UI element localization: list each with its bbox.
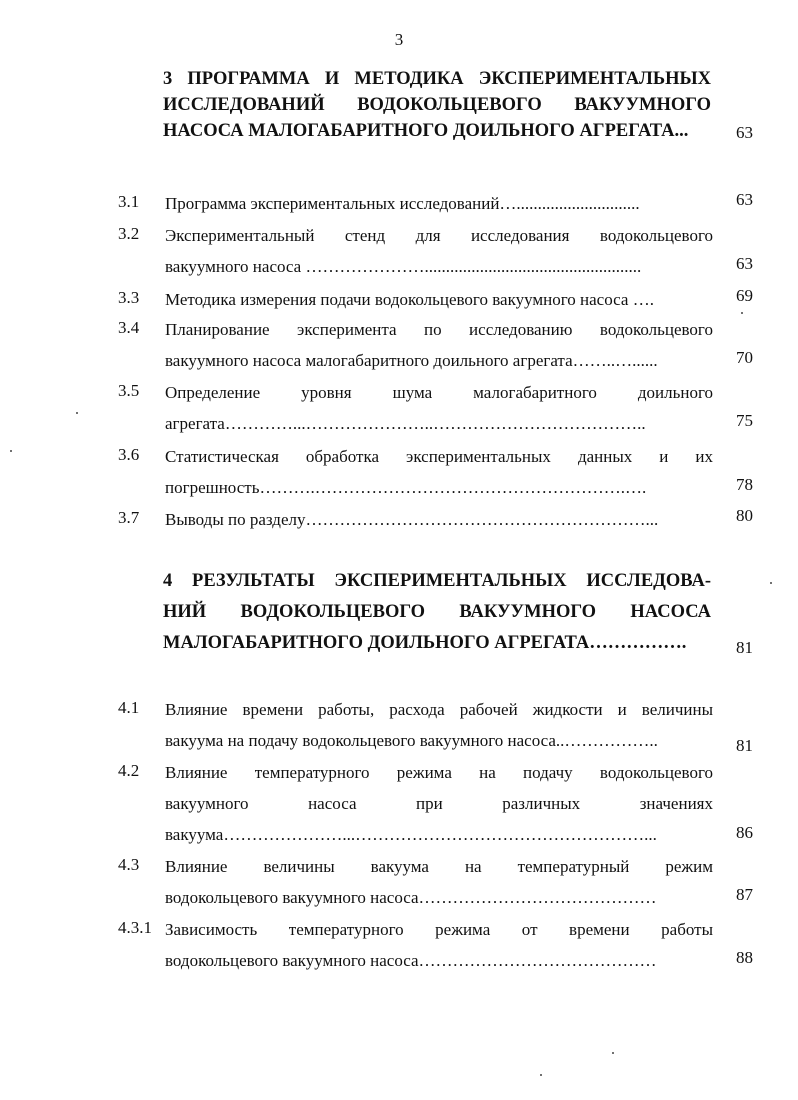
toc-entry-title-line-1: Экспериментальный стенд для исследования водокольцевого [165,226,713,245]
toc-entry-page: 81 [736,736,753,755]
toc-entry-title: Методика измерения подачи водокольцевого вакуумного насоса …. [165,290,654,309]
toc-entry-3-1 [118,188,753,219]
chapter-3-line-2: ИССЛЕДОВАНИЙ ВОДОКОЛЬЦЕВОГО ВАКУУМНОГО [163,95,711,115]
toc-entry-title-line-2: водокольцевого вакуумного насоса…………………………………… [165,888,657,907]
toc-entry-3-7 [118,504,753,535]
toc-entry-number: 4.1 [118,698,140,717]
toc-entry-title-line-1: Планирование эксперимента по исследованию водокольцевого [165,320,713,339]
toc-entry-number: 3.2 [118,224,140,243]
toc-entry-title-line-3: вакуума…………………...……………………………………………... [165,825,657,844]
toc-entry-3-4 [118,314,753,376]
toc-entry-page: 86 [736,823,753,842]
toc-entry-page: 63 [736,254,753,273]
scan-speck [612,1052,614,1054]
toc-entry-title-line-2: погрешность……….……………………………………………….…. [165,478,647,497]
toc-entry-title-line-1: Зависимость температурного режима от времени работы [165,920,713,939]
scan-speck [10,450,12,452]
toc-entry-title-line-2: вакуумного насоса при различных значениях [165,794,713,813]
toc-entry-title-line-2: водокольцевого вакуумного насоса…………………………………… [165,951,657,970]
toc-entry-title-line-1: Статистическая обработка экспериментальных данных и их [165,447,713,466]
chapter-4-line-3: МАЛОГАБАРИТНОГО ДОИЛЬНОГО АГРЕГАТА……………. [163,633,687,653]
toc-entry-page: 69 [736,286,753,305]
toc-entry-title-line-2: вакуумного насоса …………………................................................... [165,257,642,276]
scan-speck [540,1074,542,1076]
toc-entry-title: Выводы по разделу……………………………………………………... [165,510,659,529]
scan-speck [741,312,743,314]
toc-entry-number: 3.3 [118,288,140,307]
toc-entry-4-3-1 [118,914,753,976]
toc-entry-page: 63 [736,190,753,209]
chapter-3-page: 63 [736,123,753,142]
toc-entry-3-5 [118,377,753,439]
chapter-3-heading [163,66,753,144]
toc-entry-number: 3.6 [118,445,140,464]
toc-entry-title-line-1: Определение уровня шума малогабаритного доильного [165,383,713,402]
toc-entry-page: 88 [736,948,753,967]
toc-entry-4-3 [118,851,753,913]
toc-entry-number: 3.4 [118,318,140,337]
toc-entry-3-2 [118,220,753,282]
toc-entry-title-line-2: вакуумного насоса малогабаритного доильного агрегата……..…...... [165,351,658,370]
toc-entry-title-line-1: Влияние величины вакуума на температурный режим [165,857,713,876]
toc-entry-3-6 [118,441,753,503]
toc-entry-page: 70 [736,348,753,367]
toc-entry-title-line-2: вакуума на подачу водокольцевого вакуумного насоса..…………….. [165,731,658,750]
toc-entry-page: 87 [736,885,753,904]
toc-entry-number: 3.7 [118,508,140,527]
scan-speck [76,412,78,414]
toc-entry-page: 80 [736,506,753,525]
scan-speck [770,582,772,584]
toc-entry-number: 4.2 [118,761,140,780]
toc-entry-number: 3.1 [118,192,140,211]
chapter-3-line-3: НАСОСА МАЛОГАБАРИТНОГО ДОИЛЬНОГО АГРЕГАТА... [163,121,689,141]
chapter-4-heading [163,566,753,659]
chapter-4-line-1: 4 РЕЗУЛЬТАТЫ ЭКСПЕРИМЕНТАЛЬНЫХ ИССЛЕДОВА- [163,571,711,591]
toc-entry-number: 4.3 [118,855,140,874]
toc-entry-number: 4.3.1 [118,918,152,937]
chapter-4-page: 81 [736,638,753,657]
toc-entry-4-2 [118,757,753,850]
toc-entry-4-1 [118,694,753,756]
page-number: 3 [394,30,404,49]
toc-entry-number: 3.5 [118,381,140,400]
chapter-4-line-2: НИЙ ВОДОКОЛЬЦЕВОГО ВАКУУМНОГО НАСОСА [163,602,711,622]
toc-entry-page: 78 [736,475,753,494]
toc-entry-title: Программа экспериментальных исследований…............................. [165,194,640,213]
chapter-3-line-1: 3 ПРОГРАММА И МЕТОДИКА ЭКСПЕРИМЕНТАЛЬНЫХ [163,69,711,89]
toc-entry-title-line-1: Влияние времени работы, расхода рабочей жидкости и величины [165,700,713,719]
toc-entry-title-line-1: Влияние температурного режима на подачу водокольцевого [165,763,713,782]
toc-entry-title-line-2: агрегата…………...…………………..……………………………….. [165,414,646,433]
toc-entry-page: 75 [736,411,753,430]
toc-entry-3-3 [118,284,753,315]
